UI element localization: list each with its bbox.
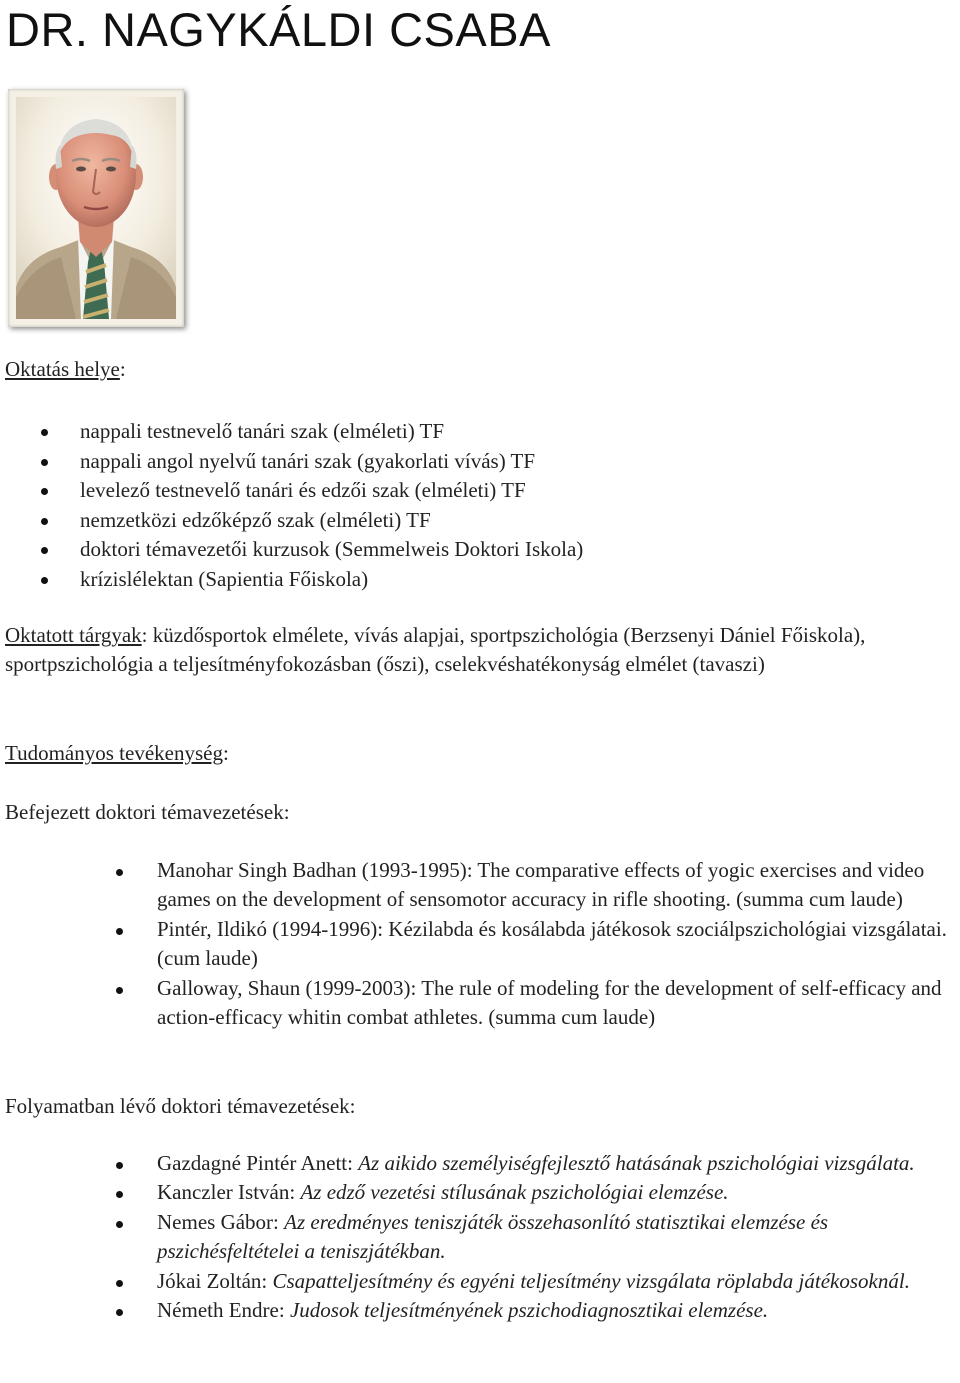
research-heading (5, 740, 229, 766)
research-label: Tudományos tevékenység (5, 741, 223, 765)
bullet-icon (116, 869, 123, 876)
student-name: Kanczler István: (157, 1180, 301, 1205)
list-item (80, 535, 583, 565)
bullet-icon (41, 429, 48, 436)
ongoing-heading: Folyamatban lévő doktori témavezetések: (5, 1094, 356, 1118)
list-item-text: nappali angol nyelvű tanári szak (gyakorlati vívás) TF (80, 448, 536, 473)
bullet-icon (116, 1309, 123, 1316)
list-item-text: Pintér, Ildikó (1994-1996): Kézilabda és kosálabda játékosok szociálpszichológiai vizsgálatai. (cum laude) (157, 916, 947, 971)
thesis-title: Az eredményes teniszjáték összehasonlító statisztikai elemzése és pszichésfeltételei a teniszjátékban. (157, 1209, 829, 1264)
list-item-text: nemzetközi edzőképző szak (elméleti) TF (80, 507, 431, 532)
student-name: Jókai Zoltán: (157, 1268, 273, 1293)
bullet-icon (116, 1191, 123, 1198)
list-item (157, 915, 960, 974)
list-item-text: levelező testnevelő tanári és edzői szak (elméleti) TF (80, 478, 526, 503)
list-item (157, 1149, 960, 1178)
subjects-colon: : (141, 623, 148, 647)
thesis-title: Az edző vezetési stílusának pszichológiai elemzése. (300, 1180, 729, 1205)
ongoing-list (157, 1149, 960, 1325)
completed-heading: Befejezett doktori témavezetések: (5, 800, 290, 824)
teaching-place-heading (5, 356, 126, 382)
subjects-paragraph (5, 621, 955, 679)
page-title: DR. NAGYKÁLDI CSABA (6, 3, 551, 56)
thesis-title: Judosok teljesítményének pszichodiagnosztikai elemzése. (289, 1298, 769, 1323)
list-item (157, 856, 960, 915)
bullet-icon (41, 488, 48, 495)
bullet-icon (41, 577, 48, 584)
thesis-title: Az aikido személyiségfejlesztő hatásának pszichológiai vizsgálata. (358, 1151, 915, 1175)
bullet-icon (41, 547, 48, 554)
bullet-icon (41, 459, 48, 466)
research-colon: : (222, 741, 229, 765)
student-name: Nemes Gábor: (157, 1209, 285, 1234)
subjects-text: küzdősportok elmélete, vívás alapjai, sportpszichológia (Berzsenyi Dániel Főiskola), sportpszichológia a teljesítményfokozásban (őszi), cselekvéshatékonyság elmélet (tavaszi) (5, 623, 866, 676)
list-item-text: Manohar Singh Badhan (1993-1995): The comparative effects of yogic exercises and video games on the development of sensomotor accuracy in rifle shooting. (summa cum laude) (157, 858, 925, 912)
list-item (80, 447, 583, 477)
bullet-icon (116, 987, 123, 994)
portrait-image (16, 97, 176, 319)
student-name: Németh Endre: (157, 1298, 290, 1323)
list-item (157, 1296, 960, 1325)
teaching-place-colon: : (119, 357, 126, 381)
list-item (157, 974, 960, 1033)
list-item (157, 1178, 960, 1207)
portrait-photo (8, 89, 184, 327)
list-item-text: nappali testnevelő tanári szak (elméleti) TF (80, 419, 445, 443)
list-item-text: doktori témavezetői kurzusok (Semmelweis Doktori Iskola) (80, 537, 584, 562)
list-item (80, 476, 583, 506)
teaching-place-list (80, 417, 583, 595)
teaching-place-label: Oktatás helye (5, 357, 120, 381)
list-item (80, 565, 583, 595)
list-item-text: krízislélektan (Sapientia Főiskola) (80, 566, 369, 591)
completed-list (157, 856, 960, 1032)
thesis-title: Csapatteljesítmény és egyéni teljesítmény vizsgálata röplabda játékosoknál. (272, 1268, 910, 1293)
bullet-icon (116, 1162, 123, 1169)
list-item (157, 1267, 960, 1296)
bullet-icon (116, 1280, 123, 1287)
bullet-icon (41, 518, 48, 525)
list-item (80, 506, 583, 536)
student-name: Gazdagné Pintér Anett: (157, 1151, 359, 1175)
list-item (80, 417, 583, 447)
bullet-icon (116, 928, 123, 935)
list-item-text: Galloway, Shaun (1999-2003): The rule of modeling for the development of self-efficacy and action-efficacy whitin combat athletes. (summa cum laude) (157, 975, 942, 1030)
bullet-icon (116, 1221, 123, 1228)
list-item (157, 1208, 960, 1267)
subjects-label: Oktatott tárgyak (5, 623, 142, 647)
